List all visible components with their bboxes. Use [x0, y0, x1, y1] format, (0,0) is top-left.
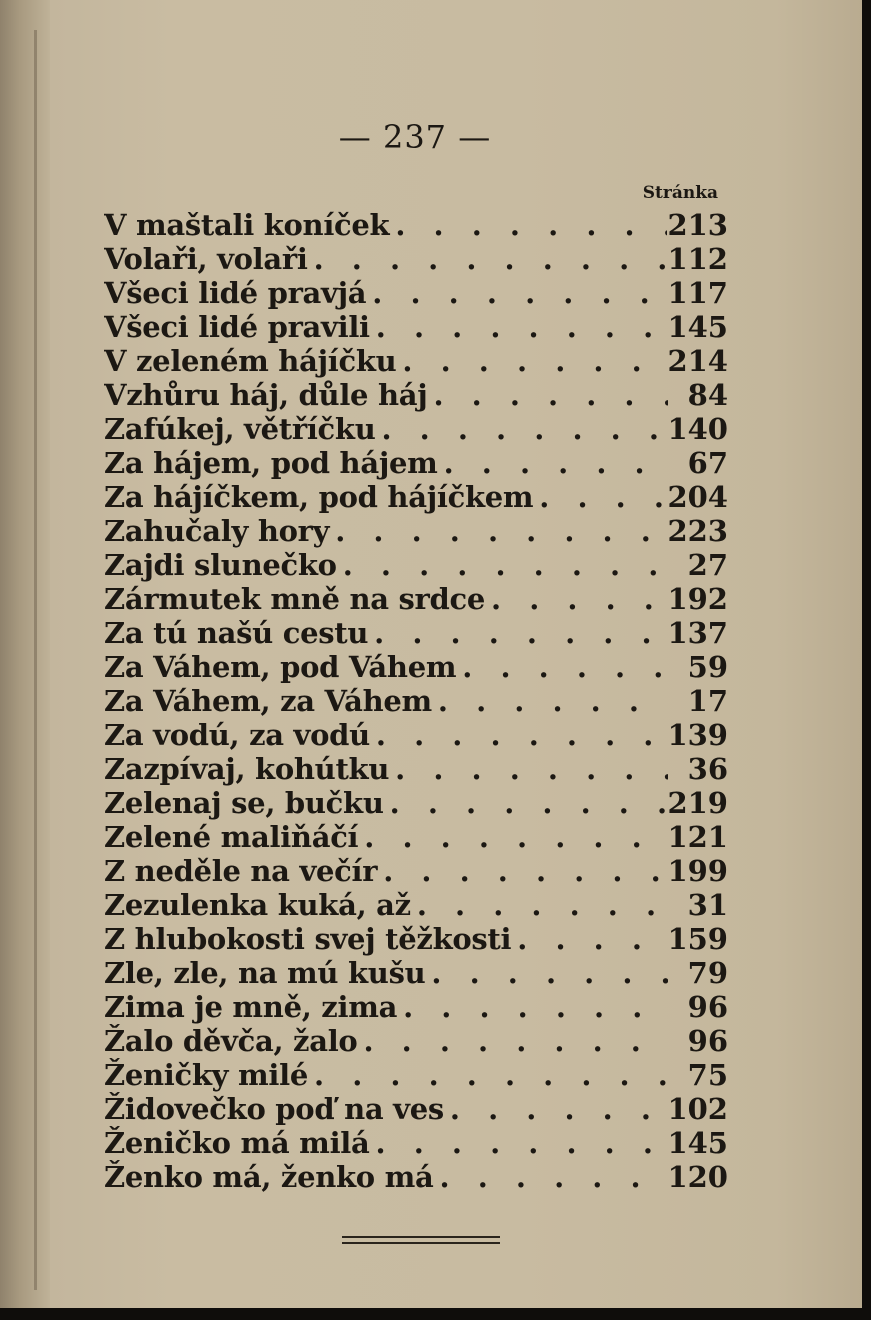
toc-entry: [104, 616, 728, 650]
dot-leader: [329, 514, 667, 548]
dot-leader: [425, 956, 668, 990]
toc-entry-page: 199: [667, 854, 728, 888]
page-column-header: Stránka: [642, 183, 718, 203]
toc-entry-title: Zle, zle, na mú kušu: [104, 956, 426, 990]
toc-entry-title: V zeleném hájíčku: [104, 344, 397, 378]
toc-entry-page: 120: [667, 1160, 728, 1194]
toc-entry-title: Zafúkej, větříčku: [104, 412, 376, 446]
toc-entry-title: Všeci lidé pravili: [104, 310, 370, 344]
page-number: — 237 —: [338, 118, 492, 156]
dot-leader: [308, 1058, 668, 1092]
dot-leader: [368, 616, 667, 650]
toc-entry-page: 219: [667, 786, 728, 820]
toc-entry-title: Zima je mně, zima: [104, 990, 398, 1024]
toc-entry-title: Za tú našú cestu: [104, 616, 369, 650]
toc-entry-title: V maštali koníček: [104, 208, 390, 242]
toc-entry-page: 213: [667, 208, 728, 242]
toc-entry-page: 192: [667, 582, 728, 616]
toc-entry-page: 137: [667, 616, 728, 650]
dot-leader: [370, 1126, 668, 1160]
toc-entry-page: 96: [687, 1024, 728, 1058]
toc-entry-title: Za Váhem, za Váhem: [104, 684, 432, 718]
toc-entry-title: Zelenaj se, bučku: [104, 786, 384, 820]
dot-leader: [389, 208, 667, 242]
toc-entry-page: 84: [687, 378, 728, 412]
toc-entry-title: Žalo děvča, žalo: [104, 1024, 358, 1058]
toc-entry: [104, 480, 728, 514]
toc-entry-page: 31: [687, 888, 728, 922]
dot-leader: [370, 310, 668, 344]
dot-leader: [357, 1024, 668, 1058]
toc-entry-title: Židovečko poď na ves: [104, 1092, 444, 1126]
toc-entry: [104, 684, 728, 718]
toc-entry-title: Za Váhem, pod Váhem: [104, 650, 457, 684]
toc-entry-title: Všeci lidé pravjá: [104, 276, 367, 310]
toc-entry-page: 159: [667, 922, 728, 956]
toc-entry-title: Z hlubokosti svej těžkosti: [104, 922, 512, 956]
toc-entry-title: Ženičko má milá: [104, 1126, 370, 1160]
toc-entry: [104, 1092, 728, 1126]
dot-leader: [432, 684, 668, 718]
toc-entry-page: 27: [687, 548, 728, 582]
toc-entry-page: 59: [687, 650, 728, 684]
toc-entry-title: Zazpívaj, kohútku: [104, 752, 390, 786]
toc-entry: [104, 1160, 728, 1194]
toc-entry-title: Ženičky milé: [104, 1058, 308, 1092]
toc-entry-title: Ženko má, ženko má: [104, 1160, 434, 1194]
end-rule-top: [342, 1236, 500, 1238]
end-rule-bottom: [342, 1242, 500, 1244]
toc-entry: [104, 854, 728, 888]
dot-leader: [533, 480, 667, 514]
toc-entry-title: Za hájíčkem, pod hájíčkem: [104, 480, 534, 514]
toc-entry: [104, 1058, 728, 1092]
dot-leader: [438, 446, 668, 480]
toc-entry: [104, 582, 728, 616]
toc-entry-page: 145: [667, 1126, 728, 1160]
toc-entry: [104, 990, 728, 1024]
toc-entry-page: 145: [667, 310, 728, 344]
toc-entry: [104, 752, 728, 786]
toc-entry: [104, 888, 728, 922]
dot-leader: [427, 378, 668, 412]
toc-entry-page: 139: [667, 718, 728, 752]
toc-entry-title: Vzhůru háj, důle háj: [104, 378, 428, 412]
toc-entry: [104, 1126, 728, 1160]
toc-entry: [104, 786, 728, 820]
dot-leader: [377, 854, 667, 888]
toc-entry-page: 102: [667, 1092, 728, 1126]
toc-entry-page: 96: [687, 990, 728, 1024]
dot-leader: [389, 752, 668, 786]
dot-leader: [511, 922, 667, 956]
dot-leader: [370, 718, 668, 752]
dot-leader: [396, 344, 667, 378]
toc-entry-page: 223: [667, 514, 728, 548]
toc-entry: [104, 718, 728, 752]
dot-leader: [434, 1160, 668, 1194]
toc-entry: [104, 310, 728, 344]
dot-leader: [337, 548, 668, 582]
page-binding: [0, 0, 50, 1308]
toc-entry-page: 67: [687, 446, 728, 480]
toc-entry: [104, 208, 728, 242]
toc-entry-page: 112: [667, 242, 728, 276]
toc-entry: [104, 446, 728, 480]
toc-entry: [104, 242, 728, 276]
toc-entry-title: Z neděle na večír: [104, 854, 378, 888]
toc-entry: [104, 650, 728, 684]
toc-entry-page: 121: [667, 820, 728, 854]
toc-entry: [104, 1024, 728, 1058]
dot-leader: [384, 786, 668, 820]
dot-leader: [456, 650, 668, 684]
toc-entry-title: Za vodú, za vodú: [104, 718, 370, 752]
dot-leader: [485, 582, 667, 616]
dot-leader: [397, 990, 668, 1024]
page-edge-shadow: [862, 0, 871, 1308]
toc-entry: [104, 412, 728, 446]
toc-entry: [104, 344, 728, 378]
toc-entry-title: Zezulenka kuká, až: [104, 888, 411, 922]
dot-leader: [358, 820, 667, 854]
toc-entry: [104, 276, 728, 310]
toc-entry: [104, 820, 728, 854]
toc-entry: [104, 922, 728, 956]
toc-entry-page: 79: [687, 956, 728, 990]
toc-entry: [104, 378, 728, 412]
toc-entry-page: 140: [667, 412, 728, 446]
toc-entry-title: Volaři, volaři: [104, 242, 308, 276]
toc-entry: [104, 956, 728, 990]
toc-entry: [104, 548, 728, 582]
toc-entry-title: Zajdi slunečko: [104, 548, 337, 582]
toc-entry-page: 117: [667, 276, 728, 310]
toc-entry-title: Za hájem, pod hájem: [104, 446, 438, 480]
binding-crease: [34, 30, 37, 1290]
dot-leader: [444, 1092, 668, 1126]
toc-entry-page: 36: [687, 752, 728, 786]
table-of-contents: [104, 208, 728, 1194]
dot-leader: [366, 276, 667, 310]
toc-entry-page: 214: [667, 344, 728, 378]
dot-leader: [308, 242, 668, 276]
toc-entry-title: Zahučaly hory: [104, 514, 330, 548]
toc-entry-page: 204: [667, 480, 728, 514]
dot-leader: [375, 412, 667, 446]
toc-entry: [104, 514, 728, 548]
toc-entry-page: 75: [687, 1058, 728, 1092]
toc-entry-title: Zármutek mně na srdce: [104, 582, 486, 616]
dot-leader: [411, 888, 668, 922]
toc-entry-page: 17: [687, 684, 728, 718]
toc-entry-title: Zelené maliňáčí: [104, 820, 359, 854]
